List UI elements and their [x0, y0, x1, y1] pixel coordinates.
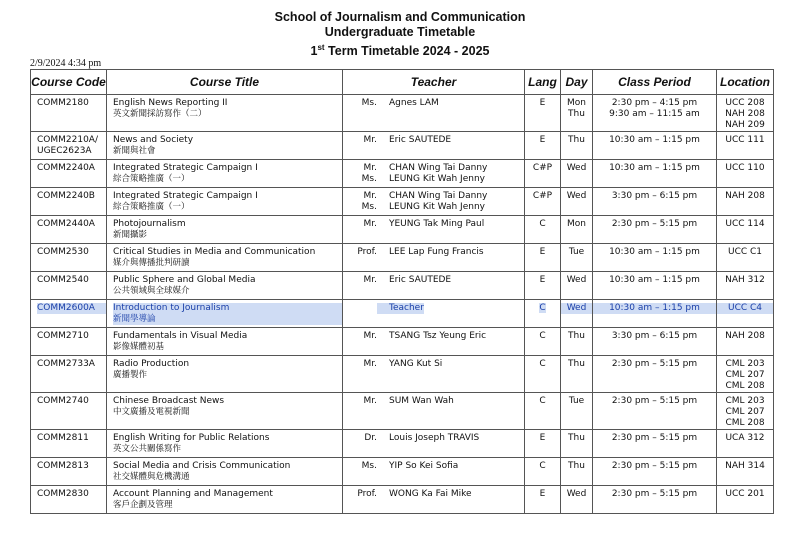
lang-value: C#P	[532, 163, 553, 173]
lang-cell	[525, 328, 561, 356]
class-period-cell	[593, 486, 717, 514]
course-code-cell	[31, 356, 107, 393]
table-row	[31, 216, 774, 244]
course-title-chinese: 影像媒體初基	[113, 342, 165, 352]
teacher-honorific: Mr.	[363, 135, 377, 145]
teacher-cell	[343, 356, 525, 393]
teacher-line	[343, 396, 524, 407]
column-header-course-code: Course Code	[31, 70, 107, 95]
day-value: Mon	[567, 219, 586, 229]
course-title-cell	[107, 430, 343, 458]
location-cell	[717, 430, 774, 458]
lang-value: C	[539, 396, 546, 406]
lang-value: C	[539, 461, 546, 471]
location-cell	[717, 216, 774, 244]
course-title-chinese: 媒介與傳播批判研讀	[113, 258, 190, 268]
day-value: Tue	[568, 247, 585, 257]
location-cell	[717, 132, 774, 160]
teacher-cell	[343, 188, 525, 216]
teacher-line	[343, 202, 524, 213]
lang-value: C	[539, 359, 546, 369]
day-value: Tue	[568, 396, 585, 406]
term-title	[0, 40, 800, 59]
location-cell	[717, 486, 774, 514]
day-cell	[561, 486, 593, 514]
class-period-cell	[593, 430, 717, 458]
course-code: COMM2811	[37, 433, 89, 443]
teacher-cell	[343, 216, 525, 244]
location-value: CML 208	[725, 381, 765, 391]
lang-value: E	[539, 433, 546, 443]
day-cell	[561, 216, 593, 244]
teacher-cell	[343, 300, 525, 328]
teacher-honorific: Prof.	[357, 489, 377, 499]
table-row	[31, 486, 774, 514]
lang-cell	[525, 160, 561, 188]
class-period-value: 3:30 pm – 6:15 pm	[611, 331, 698, 341]
table-row	[31, 132, 774, 160]
teacher-name: YEUNG Tak Ming Paul	[389, 219, 485, 229]
class-period-value: 10:30 am – 1:15 pm	[609, 275, 700, 285]
course-title-chinese: 綜合策略推廣（一）	[113, 174, 190, 184]
day-cell	[561, 95, 593, 132]
lang-cell	[525, 356, 561, 393]
lang-cell	[525, 300, 561, 328]
teacher-cell	[343, 486, 525, 514]
day-cell	[561, 272, 593, 300]
column-header-teacher: Teacher	[343, 70, 525, 95]
teacher-honorific: Ms.	[361, 461, 377, 471]
teacher-cell	[343, 95, 525, 132]
location-value: CML 207	[725, 407, 765, 417]
teacher-cell	[343, 458, 525, 486]
course-title: Radio Production	[113, 359, 190, 369]
teacher-honorific: Dr.	[364, 433, 377, 443]
timetable-subtitle: Undergraduate Timetable	[324, 25, 476, 39]
location-value: UCC C1	[727, 247, 763, 257]
class-period-cell	[593, 160, 717, 188]
header-row	[31, 70, 774, 95]
teacher-honorific: Prof.	[357, 247, 377, 257]
course-title-chinese: 新聞攝影	[113, 230, 148, 240]
location-value: UCC 110	[725, 163, 765, 173]
class-period-value: 2:30 pm – 5:15 pm	[611, 489, 698, 499]
lang-value: E	[539, 98, 546, 108]
course-title-chinese: 中文廣播及電視新聞	[113, 407, 190, 417]
class-period-cell	[593, 95, 717, 132]
course-code: COMM2210A/	[37, 135, 98, 145]
teacher-line	[343, 275, 524, 286]
location-value: NAH 209	[725, 120, 765, 130]
location-cell	[717, 188, 774, 216]
term-ordinal: 1	[310, 44, 318, 59]
course-title-cell	[107, 272, 343, 300]
day-value: Thu	[568, 461, 585, 471]
course-title-cell	[107, 328, 343, 356]
course-title: Integrated Strategic Campaign I	[113, 191, 258, 201]
course-code: COMM2440A	[37, 219, 95, 229]
column-header-lang: Lang	[525, 70, 561, 95]
teacher-name: LEUNG Kit Wah Jenny	[389, 174, 485, 184]
table-row	[31, 188, 774, 216]
course-code: COMM2240A	[37, 163, 95, 173]
table-row	[31, 356, 774, 393]
table-row	[31, 328, 774, 356]
teacher-name: YANG Kut Si	[389, 359, 443, 369]
course-code-cell	[31, 393, 107, 430]
day-value: Wed	[566, 191, 587, 201]
teacher-name: TSANG Tsz Yeung Eric	[389, 331, 487, 341]
course-title-cell	[107, 95, 343, 132]
print-timestamp: 2/9/2024 4:34 pm	[30, 58, 102, 69]
course-code: COMM2740	[37, 396, 89, 406]
lang-cell	[525, 95, 561, 132]
day-cell	[561, 188, 593, 216]
course-code-cell	[31, 430, 107, 458]
class-period-value: 10:30 am – 1:15 pm	[609, 247, 700, 257]
location-value: NAH 208	[725, 331, 765, 341]
teacher-line	[343, 191, 524, 202]
course-title-cell	[107, 216, 343, 244]
column-header-class-period: Class Period	[593, 70, 717, 95]
table-row	[31, 393, 774, 430]
teacher-line	[343, 489, 524, 500]
location-value: UCC C4	[717, 303, 773, 314]
class-period-value: 2:30 pm – 5:15 pm	[611, 396, 698, 406]
school-title: School of Journalism and Communication	[274, 10, 526, 24]
location-cell	[717, 328, 774, 356]
course-title: Photojournalism	[113, 219, 186, 229]
location-value: CML 208	[725, 418, 765, 428]
course-code-cell	[31, 95, 107, 132]
lang-cell	[525, 188, 561, 216]
teacher-name: WONG Ka Fai Mike	[389, 489, 472, 499]
course-code-cell	[31, 486, 107, 514]
teacher-name: Louis Joseph TRAVIS	[389, 433, 480, 443]
location-value: CML 203	[725, 359, 765, 369]
column-header-day: Day	[561, 70, 593, 95]
course-code: COMM2710	[37, 331, 89, 341]
day-value: Wed	[561, 303, 592, 314]
class-period-value: 2:30 pm – 5:15 pm	[611, 219, 698, 229]
course-code-cell	[31, 300, 107, 328]
column-header-location: Location	[717, 70, 774, 95]
teacher-honorific: Mr.	[363, 396, 377, 406]
table-row	[31, 430, 774, 458]
class-period-value: 10:30 am – 1:15 pm	[609, 163, 700, 173]
teacher-honorific: Ms.	[361, 98, 377, 108]
teacher-line	[343, 174, 524, 185]
teacher-cell	[343, 160, 525, 188]
class-period-cell	[593, 272, 717, 300]
lang-cell	[525, 486, 561, 514]
location-cell	[717, 95, 774, 132]
day-value: Thu	[568, 359, 585, 369]
course-title-chinese: 英文新聞採訪寫作（二）	[113, 109, 207, 119]
course-title: Introduction to Journalism	[113, 303, 342, 314]
class-period-cell	[593, 216, 717, 244]
course-title-cell	[107, 132, 343, 160]
class-period-cell	[593, 300, 717, 328]
location-cell	[717, 356, 774, 393]
location-value: NAH 208	[725, 109, 765, 119]
teacher-name: LEUNG Kit Wah Jenny	[389, 202, 485, 212]
teacher-name: CHAN Wing Tai Danny	[389, 163, 488, 173]
day-cell	[561, 132, 593, 160]
day-value: Wed	[566, 489, 587, 499]
day-cell	[561, 328, 593, 356]
table-row	[31, 458, 774, 486]
class-period-cell	[593, 393, 717, 430]
teacher-name: LEE Lap Fung Francis	[389, 247, 484, 257]
teacher-line	[343, 331, 524, 342]
course-code-cell	[31, 458, 107, 486]
table-row	[31, 272, 774, 300]
class-period-cell	[593, 356, 717, 393]
day-cell	[561, 393, 593, 430]
course-title: News and Society	[113, 135, 194, 145]
course-title-cell	[107, 393, 343, 430]
course-title-cell	[107, 188, 343, 216]
teacher-line	[343, 135, 524, 146]
table-row	[31, 160, 774, 188]
day-cell	[561, 160, 593, 188]
day-value: Thu	[568, 135, 585, 145]
teacher-line	[343, 461, 524, 472]
course-title-cell	[107, 458, 343, 486]
class-period-cell	[593, 244, 717, 272]
class-period-value: 3:30 pm – 6:15 pm	[611, 191, 698, 201]
course-title: Integrated Strategic Campaign I	[113, 163, 258, 173]
column-header-course-title: Course Title	[107, 70, 343, 95]
location-cell	[717, 272, 774, 300]
course-code: COMM2180	[37, 98, 89, 108]
course-code: COMM2530	[37, 247, 89, 257]
class-period-value: 2:30 pm – 4:15 pm	[611, 98, 698, 108]
day-value: Wed	[566, 163, 587, 173]
teacher-cell	[343, 244, 525, 272]
location-value: CML 203	[725, 396, 765, 406]
lang-cell	[525, 430, 561, 458]
location-cell	[717, 160, 774, 188]
teacher-line	[343, 359, 524, 370]
teacher-honorific: Mr.	[363, 191, 377, 201]
day-value: Thu	[568, 433, 585, 443]
location-value: CML 207	[725, 370, 765, 380]
lang-cell	[525, 393, 561, 430]
teacher-cell	[343, 328, 525, 356]
lang-cell	[525, 272, 561, 300]
day-value: Mon	[567, 98, 586, 108]
teacher-name: YIP So Kei Sofia	[389, 461, 459, 471]
term-ordinal-suffix: st	[317, 43, 325, 52]
day-cell	[561, 458, 593, 486]
teacher-cell	[343, 430, 525, 458]
course-title: Chinese Broadcast News	[113, 396, 225, 406]
course-code: UGEC2623A	[37, 146, 92, 156]
course-code-cell	[31, 216, 107, 244]
lang-value: C	[539, 303, 546, 313]
course-title-chinese: 公共領域與全球媒介	[113, 286, 190, 296]
course-code-cell	[31, 272, 107, 300]
course-title-cell	[107, 486, 343, 514]
course-title-chinese: 英文公共關係寫作	[113, 444, 182, 454]
course-title-chinese: 新聞學導論	[113, 314, 342, 325]
table-row	[31, 95, 774, 132]
teacher-name: Eric SAUTEDE	[389, 275, 452, 285]
location-value: NAH 312	[725, 275, 765, 285]
course-title: Fundamentals in Visual Media	[113, 331, 248, 341]
term-rest: Term Timetable 2024 - 2025	[324, 44, 490, 59]
course-code-cell	[31, 328, 107, 356]
location-value: UCC 111	[725, 135, 765, 145]
day-value: Thu	[568, 109, 585, 119]
class-period-cell	[593, 188, 717, 216]
lang-cell	[525, 216, 561, 244]
teacher-line	[343, 433, 524, 444]
location-cell	[717, 458, 774, 486]
day-value: Thu	[568, 331, 585, 341]
day-value: Wed	[566, 275, 587, 285]
teacher-line	[343, 219, 524, 230]
teacher-name: Teacher	[377, 303, 424, 314]
teacher-line	[343, 303, 524, 314]
document-header	[0, 10, 800, 59]
course-code-cell	[31, 160, 107, 188]
class-period-value: 10:30 am – 1:15 pm	[609, 135, 700, 145]
lang-value: C#P	[532, 191, 553, 201]
location-cell	[717, 300, 774, 328]
class-period-value: 2:30 pm – 5:15 pm	[611, 433, 698, 443]
course-title-chinese: 綜合策略推廣（一）	[113, 202, 190, 212]
location-value: UCA 312	[725, 433, 765, 443]
teacher-honorific: Ms.	[361, 202, 377, 212]
course-title: Account Planning and Management	[113, 489, 273, 499]
teacher-honorific: Mr.	[363, 331, 377, 341]
lang-cell	[525, 244, 561, 272]
teacher-honorific: Mr.	[363, 219, 377, 229]
teacher-honorific: Ms.	[361, 174, 377, 184]
location-value: UCC 114	[725, 219, 765, 229]
location-value: NAH 208	[725, 191, 765, 201]
teacher-cell	[343, 393, 525, 430]
day-cell	[561, 430, 593, 458]
location-cell	[717, 244, 774, 272]
lang-cell	[525, 132, 561, 160]
class-period-cell	[593, 458, 717, 486]
course-code-cell	[31, 188, 107, 216]
lang-value: E	[539, 135, 546, 145]
course-title-cell	[107, 356, 343, 393]
class-period-value: 10:30 am – 1:15 pm	[593, 303, 716, 314]
lang-cell	[525, 458, 561, 486]
teacher-line	[343, 247, 524, 258]
course-title: English Writing for Public Relations	[113, 433, 270, 443]
teacher-honorific	[343, 303, 377, 314]
course-code: COMM2240B	[37, 191, 95, 201]
location-value: UCC 201	[725, 489, 765, 499]
lang-value: E	[539, 275, 546, 285]
timetable	[30, 69, 774, 514]
class-period-value: 9:30 am – 11:15 am	[609, 109, 700, 119]
teacher-cell	[343, 272, 525, 300]
lang-value: C	[539, 219, 546, 229]
lang-value: E	[539, 489, 546, 499]
course-code: COMM2813	[37, 461, 89, 471]
course-code: COMM2733A	[37, 359, 95, 369]
course-code-cell	[31, 244, 107, 272]
timetable-body	[31, 95, 774, 514]
teacher-name: SUM Wan Wah	[389, 396, 454, 406]
course-title-cell	[107, 300, 343, 328]
day-cell	[561, 300, 593, 328]
class-period-cell	[593, 328, 717, 356]
course-code: COMM2540	[37, 275, 89, 285]
course-title: Critical Studies in Media and Communication	[113, 247, 316, 257]
teacher-honorific: Mr.	[363, 359, 377, 369]
course-title-cell	[107, 244, 343, 272]
class-period-cell	[593, 132, 717, 160]
teacher-cell	[343, 132, 525, 160]
course-code-cell	[31, 132, 107, 160]
teacher-name: Agnes LAM	[389, 98, 439, 108]
teacher-name: CHAN Wing Tai Danny	[389, 191, 488, 201]
course-title-chinese: 社交媒體與危機溝通	[113, 472, 190, 482]
teacher-name: Eric SAUTEDE	[389, 135, 452, 145]
course-title: Social Media and Crisis Communication	[113, 461, 291, 471]
day-cell	[561, 244, 593, 272]
class-period-value: 2:30 pm – 5:15 pm	[611, 359, 698, 369]
table-row	[31, 300, 774, 328]
course-title: English News Reporting II	[113, 98, 228, 108]
location-cell	[717, 393, 774, 430]
teacher-honorific: Mr.	[363, 163, 377, 173]
course-title: Public Sphere and Global Media	[113, 275, 256, 285]
lang-value: C	[539, 331, 546, 341]
course-title-chinese: 客戶企劃及管理	[113, 500, 173, 510]
location-value: UCC 208	[725, 98, 765, 108]
course-title-cell	[107, 160, 343, 188]
lang-value: E	[539, 247, 546, 257]
day-cell	[561, 356, 593, 393]
course-title-chinese: 廣播製作	[113, 370, 148, 380]
course-code: COMM2600A	[37, 303, 106, 314]
teacher-line	[343, 98, 524, 109]
teacher-honorific: Mr.	[363, 275, 377, 285]
table-row	[31, 244, 774, 272]
course-title-chinese: 新聞與社會	[113, 146, 156, 156]
class-period-value: 2:30 pm – 5:15 pm	[611, 461, 698, 471]
course-code: COMM2830	[37, 489, 89, 499]
location-value: NAH 314	[725, 461, 765, 471]
teacher-line	[343, 163, 524, 174]
